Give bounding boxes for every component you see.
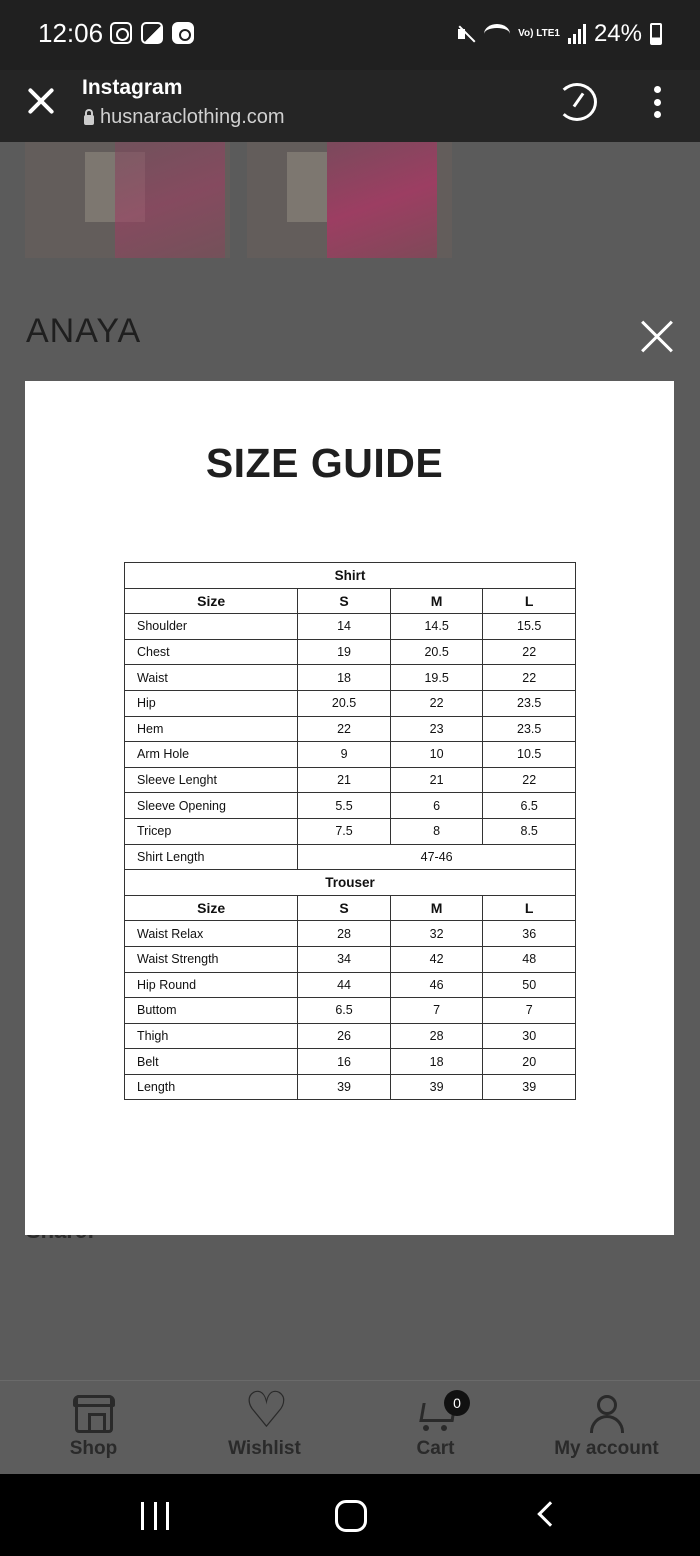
table-cell: 48	[483, 946, 576, 972]
trouser-header-row	[125, 895, 576, 921]
table-cell: 21	[298, 767, 391, 793]
table-cell: 15.5	[483, 614, 576, 640]
shirt-header-row	[125, 588, 576, 614]
more-options-icon[interactable]	[652, 86, 662, 118]
column-header: L	[483, 895, 576, 921]
table-row	[125, 665, 576, 691]
table-cell: Length	[125, 1074, 298, 1100]
table-cell: 20.5	[298, 690, 391, 716]
table-cell: 18	[298, 665, 391, 691]
table-row	[125, 690, 576, 716]
nav-label: My account	[554, 1438, 659, 1459]
table-row	[125, 742, 576, 768]
table-cell: 44	[298, 972, 391, 998]
gallery-icon	[141, 22, 163, 44]
table-row	[125, 793, 576, 819]
table-cell: 36	[483, 921, 576, 947]
back-button[interactable]	[537, 1501, 562, 1526]
table-cell: 28	[298, 921, 391, 947]
column-header: S	[298, 895, 391, 921]
product-thumbnail-2[interactable]	[247, 142, 452, 258]
table-cell: 14.5	[390, 614, 483, 640]
clock-app-icon	[172, 22, 194, 44]
mute-icon	[456, 23, 476, 45]
table-cell: Hem	[125, 716, 298, 742]
nav-shop[interactable]	[6, 1381, 181, 1475]
column-header: L	[483, 588, 576, 614]
table-cell: 9	[298, 742, 391, 768]
status-bar	[0, 0, 700, 70]
table-cell: 23.5	[483, 716, 576, 742]
table-cell: 14	[298, 614, 391, 640]
table-row	[125, 998, 576, 1024]
table-cell: 23	[390, 716, 483, 742]
table-cell: 22	[483, 767, 576, 793]
table-row	[125, 639, 576, 665]
table-cell: Tricep	[125, 818, 298, 844]
table-cell: 5.5	[298, 793, 391, 819]
shirt-section-row	[125, 563, 576, 589]
table-cell: Hip Round	[125, 972, 298, 998]
table-cell: Arm Hole	[125, 742, 298, 768]
table-cell: Belt	[125, 1049, 298, 1075]
table-cell: Sleeve Opening	[125, 793, 298, 819]
table-cell: Buttom	[125, 998, 298, 1024]
heart-icon	[246, 1395, 284, 1433]
table-cell: Waist	[125, 665, 298, 691]
table-row	[125, 767, 576, 793]
column-header: M	[390, 588, 483, 614]
table-cell: 32	[390, 921, 483, 947]
close-modal-icon[interactable]	[640, 320, 674, 354]
table-cell: 19.5	[390, 665, 483, 691]
table-cell: 28	[390, 1023, 483, 1049]
cart-count-badge: 0	[444, 1390, 470, 1416]
column-header: S	[298, 588, 391, 614]
status-time: 12:06	[38, 18, 104, 48]
instagram-icon	[110, 22, 132, 44]
section-label: Shirt	[125, 563, 576, 589]
system-icons	[456, 20, 662, 48]
table-cell: 6.5	[298, 998, 391, 1024]
table-row	[125, 614, 576, 640]
nav-cart[interactable]	[348, 1381, 523, 1475]
table-row	[125, 818, 576, 844]
table-cell: 10.5	[483, 742, 576, 768]
table-cell: 16	[298, 1049, 391, 1075]
table-cell: 7	[390, 998, 483, 1024]
table-cell: 30	[483, 1023, 576, 1049]
table-cell: Waist Relax	[125, 921, 298, 947]
table-cell: 18	[390, 1049, 483, 1075]
speedometer-icon[interactable]	[557, 83, 597, 121]
table-cell: 6.5	[483, 793, 576, 819]
volte-indicator: Vo) LTE1	[518, 28, 560, 39]
table-cell: 22	[483, 639, 576, 665]
table-cell: 6	[390, 793, 483, 819]
user-icon	[588, 1395, 626, 1433]
table-row	[125, 1049, 576, 1075]
table-row	[125, 972, 576, 998]
table-cell: 26	[298, 1023, 391, 1049]
table-cell: 20.5	[390, 639, 483, 665]
table-cell: Shirt Length	[125, 844, 298, 870]
url-text: husnaraclothing.com	[100, 106, 285, 128]
table-cell: Hip	[125, 690, 298, 716]
product-thumbnail-1[interactable]	[25, 142, 230, 258]
table-row	[125, 1023, 576, 1049]
table-cell: 23.5	[483, 690, 576, 716]
table-cell: 39	[298, 1074, 391, 1100]
table-cell: 22	[298, 716, 391, 742]
notification-icons	[110, 22, 194, 44]
lock-icon	[84, 115, 94, 125]
close-tab-button[interactable]	[26, 86, 56, 116]
column-header: M	[390, 895, 483, 921]
table-cell: 19	[298, 639, 391, 665]
section-label: Trouser	[125, 870, 576, 896]
column-header: Size	[125, 895, 298, 921]
bottom-navigation	[0, 1380, 700, 1474]
table-cell: 7	[483, 998, 576, 1024]
nav-label: Cart	[416, 1438, 455, 1459]
system-navigation-bar	[0, 1474, 700, 1556]
url-display[interactable]	[84, 106, 285, 129]
table-row	[125, 946, 576, 972]
table-cell: 21	[390, 767, 483, 793]
table-cell: 7.5	[298, 818, 391, 844]
size-guide-table	[124, 562, 576, 1100]
shop-icon	[75, 1395, 113, 1433]
nav-label: Shop	[69, 1438, 118, 1459]
table-cell: 8	[390, 818, 483, 844]
table-cell: 46	[390, 972, 483, 998]
table-cell: Thigh	[125, 1023, 298, 1049]
table-cell: 39	[390, 1074, 483, 1100]
table-row	[125, 716, 576, 742]
battery-level: 24%	[593, 20, 642, 47]
table-cell: 50	[483, 972, 576, 998]
recents-button[interactable]	[141, 1502, 169, 1530]
table-cell: Chest	[125, 639, 298, 665]
shirt-length-row	[125, 844, 576, 870]
table-cell: 47-46	[298, 844, 576, 870]
table-cell: Sleeve Lenght	[125, 767, 298, 793]
column-header: Size	[125, 588, 298, 614]
table-cell: 22	[390, 690, 483, 716]
table-cell: 34	[298, 946, 391, 972]
signal-icon	[568, 24, 586, 44]
table-cell: 8.5	[483, 818, 576, 844]
trouser-section-row	[125, 870, 576, 896]
table-row	[125, 1074, 576, 1100]
battery-icon	[650, 23, 662, 45]
nav-label: Wishlist	[228, 1438, 301, 1459]
table-cell: 39	[483, 1074, 576, 1100]
home-button[interactable]	[335, 1500, 367, 1532]
custom-tab-toolbar	[0, 70, 700, 142]
nav-wishlist[interactable]	[177, 1381, 352, 1475]
tab-title: Instagram	[82, 76, 183, 99]
size-guide-title: SIZE GUIDE	[205, 440, 444, 486]
table-cell: 20	[483, 1049, 576, 1075]
nav-my-account[interactable]	[519, 1381, 694, 1475]
product-name: ANAYA	[26, 312, 142, 350]
table-cell: 10	[390, 742, 483, 768]
wifi-icon	[484, 24, 510, 44]
table-row	[125, 921, 576, 947]
table-cell: 22	[483, 665, 576, 691]
table-cell: Waist Strength	[125, 946, 298, 972]
table-cell: Shoulder	[125, 614, 298, 640]
table-cell: 42	[390, 946, 483, 972]
